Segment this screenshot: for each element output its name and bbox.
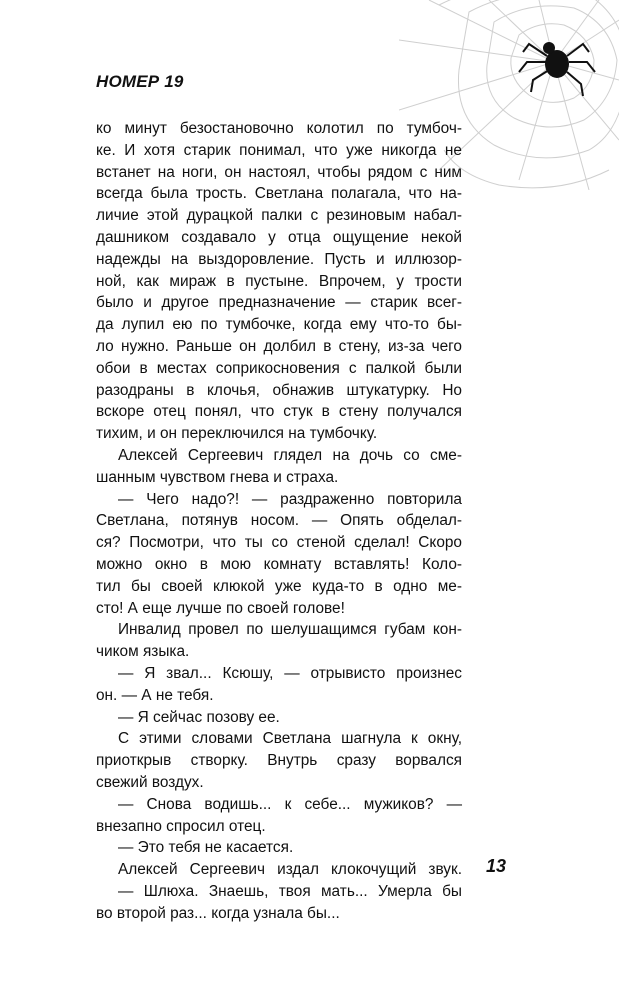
text-line: было и другое предназначение — старик всег-: [96, 294, 462, 312]
text-line: личие этой дурацкой палки с резиновым набал-: [96, 207, 462, 225]
text-line: свежий воздух.: [96, 773, 204, 791]
text-line: внезапно спросил отец.: [96, 817, 266, 835]
text-line: он. — А не тебя.: [96, 686, 214, 704]
text-line: тил бы своей клюкой уже куда-то в одно ме-: [96, 577, 462, 595]
text-line: чиком языка.: [96, 643, 190, 661]
text-line: — Это тебя не касается.: [118, 839, 294, 857]
running-header: НОМЕР 19: [96, 72, 184, 91]
text-line: дашником создавало у отца ощущение некой: [96, 228, 462, 246]
text-line: — Чего надо?! — раздраженно повторила: [118, 490, 462, 508]
text-line: Алексей Сергеевич глядел на дочь со сме-: [118, 446, 462, 464]
text-line: ся? Посмотри, что ты со стеной сделал! Скоро: [96, 534, 462, 552]
text-line: ло нужно. Раньше он долбил в стену, из-за чего: [96, 337, 462, 355]
text-line: приоткрыв створку. Внутрь сразу ворвался: [96, 752, 462, 770]
text-line: да лупил ею по тумбочке, когда ему что-то бы-: [96, 316, 462, 334]
text-line: во второй раз... когда узнала бы...: [96, 904, 340, 922]
text-line: сто! А еще лучше по своей голове!: [96, 599, 345, 617]
text-line: — Я звал... Ксюшу, — отрывисто произнес: [118, 664, 462, 682]
text-line: ке. И хотя старик понимал, что уже никогда не: [96, 141, 462, 159]
text-line: Алексей Сергеевич издал клокочущий звук.: [118, 861, 462, 879]
text-line: обои в местах соприкосновения с палкой были: [96, 359, 462, 377]
text-line: шанным чувством гнева и страха.: [96, 468, 339, 486]
text-line: встанет на ноги, он настоял, чтобы рядом с ним: [96, 163, 462, 181]
text-line: вскоре отец понял, что стук в стену получался: [96, 403, 462, 421]
text-line: ной, как мираж в пустыне. Впрочем, у трости: [96, 272, 462, 290]
text-line: Инвалид провел по шелушащимся губам кон-: [118, 621, 462, 639]
text-line: — Я сейчас позову ее.: [118, 708, 280, 726]
text-line: — Снова водишь... к себе... мужиков? —: [118, 795, 462, 813]
text-line: Светлана, потянув носом. — Опять обделал-: [96, 512, 462, 530]
text-line: С этими словами Светлана шагнула к окну,: [118, 730, 462, 748]
text-line: ко минут безостановочно колотил по тумбоч-: [96, 120, 462, 137]
text-line: тихим, и он переключился на тумбочку.: [96, 425, 378, 443]
text-line: разодраны в клочья, обнажив штукатурку. Но: [96, 381, 462, 399]
text-line: можно окно в мою комнату вставлять! Коло-: [96, 555, 462, 573]
page-number: 13: [486, 856, 507, 876]
text-line: надежды на выздоровление. Пусть и иллюзор-: [96, 250, 462, 268]
text-line: — Шлюха. Знаешь, твоя мать... Умерла бы: [118, 882, 462, 900]
text-line: всегда была трость. Светлана полагала, что на-: [96, 185, 462, 203]
body-text: [96, 118, 462, 924]
